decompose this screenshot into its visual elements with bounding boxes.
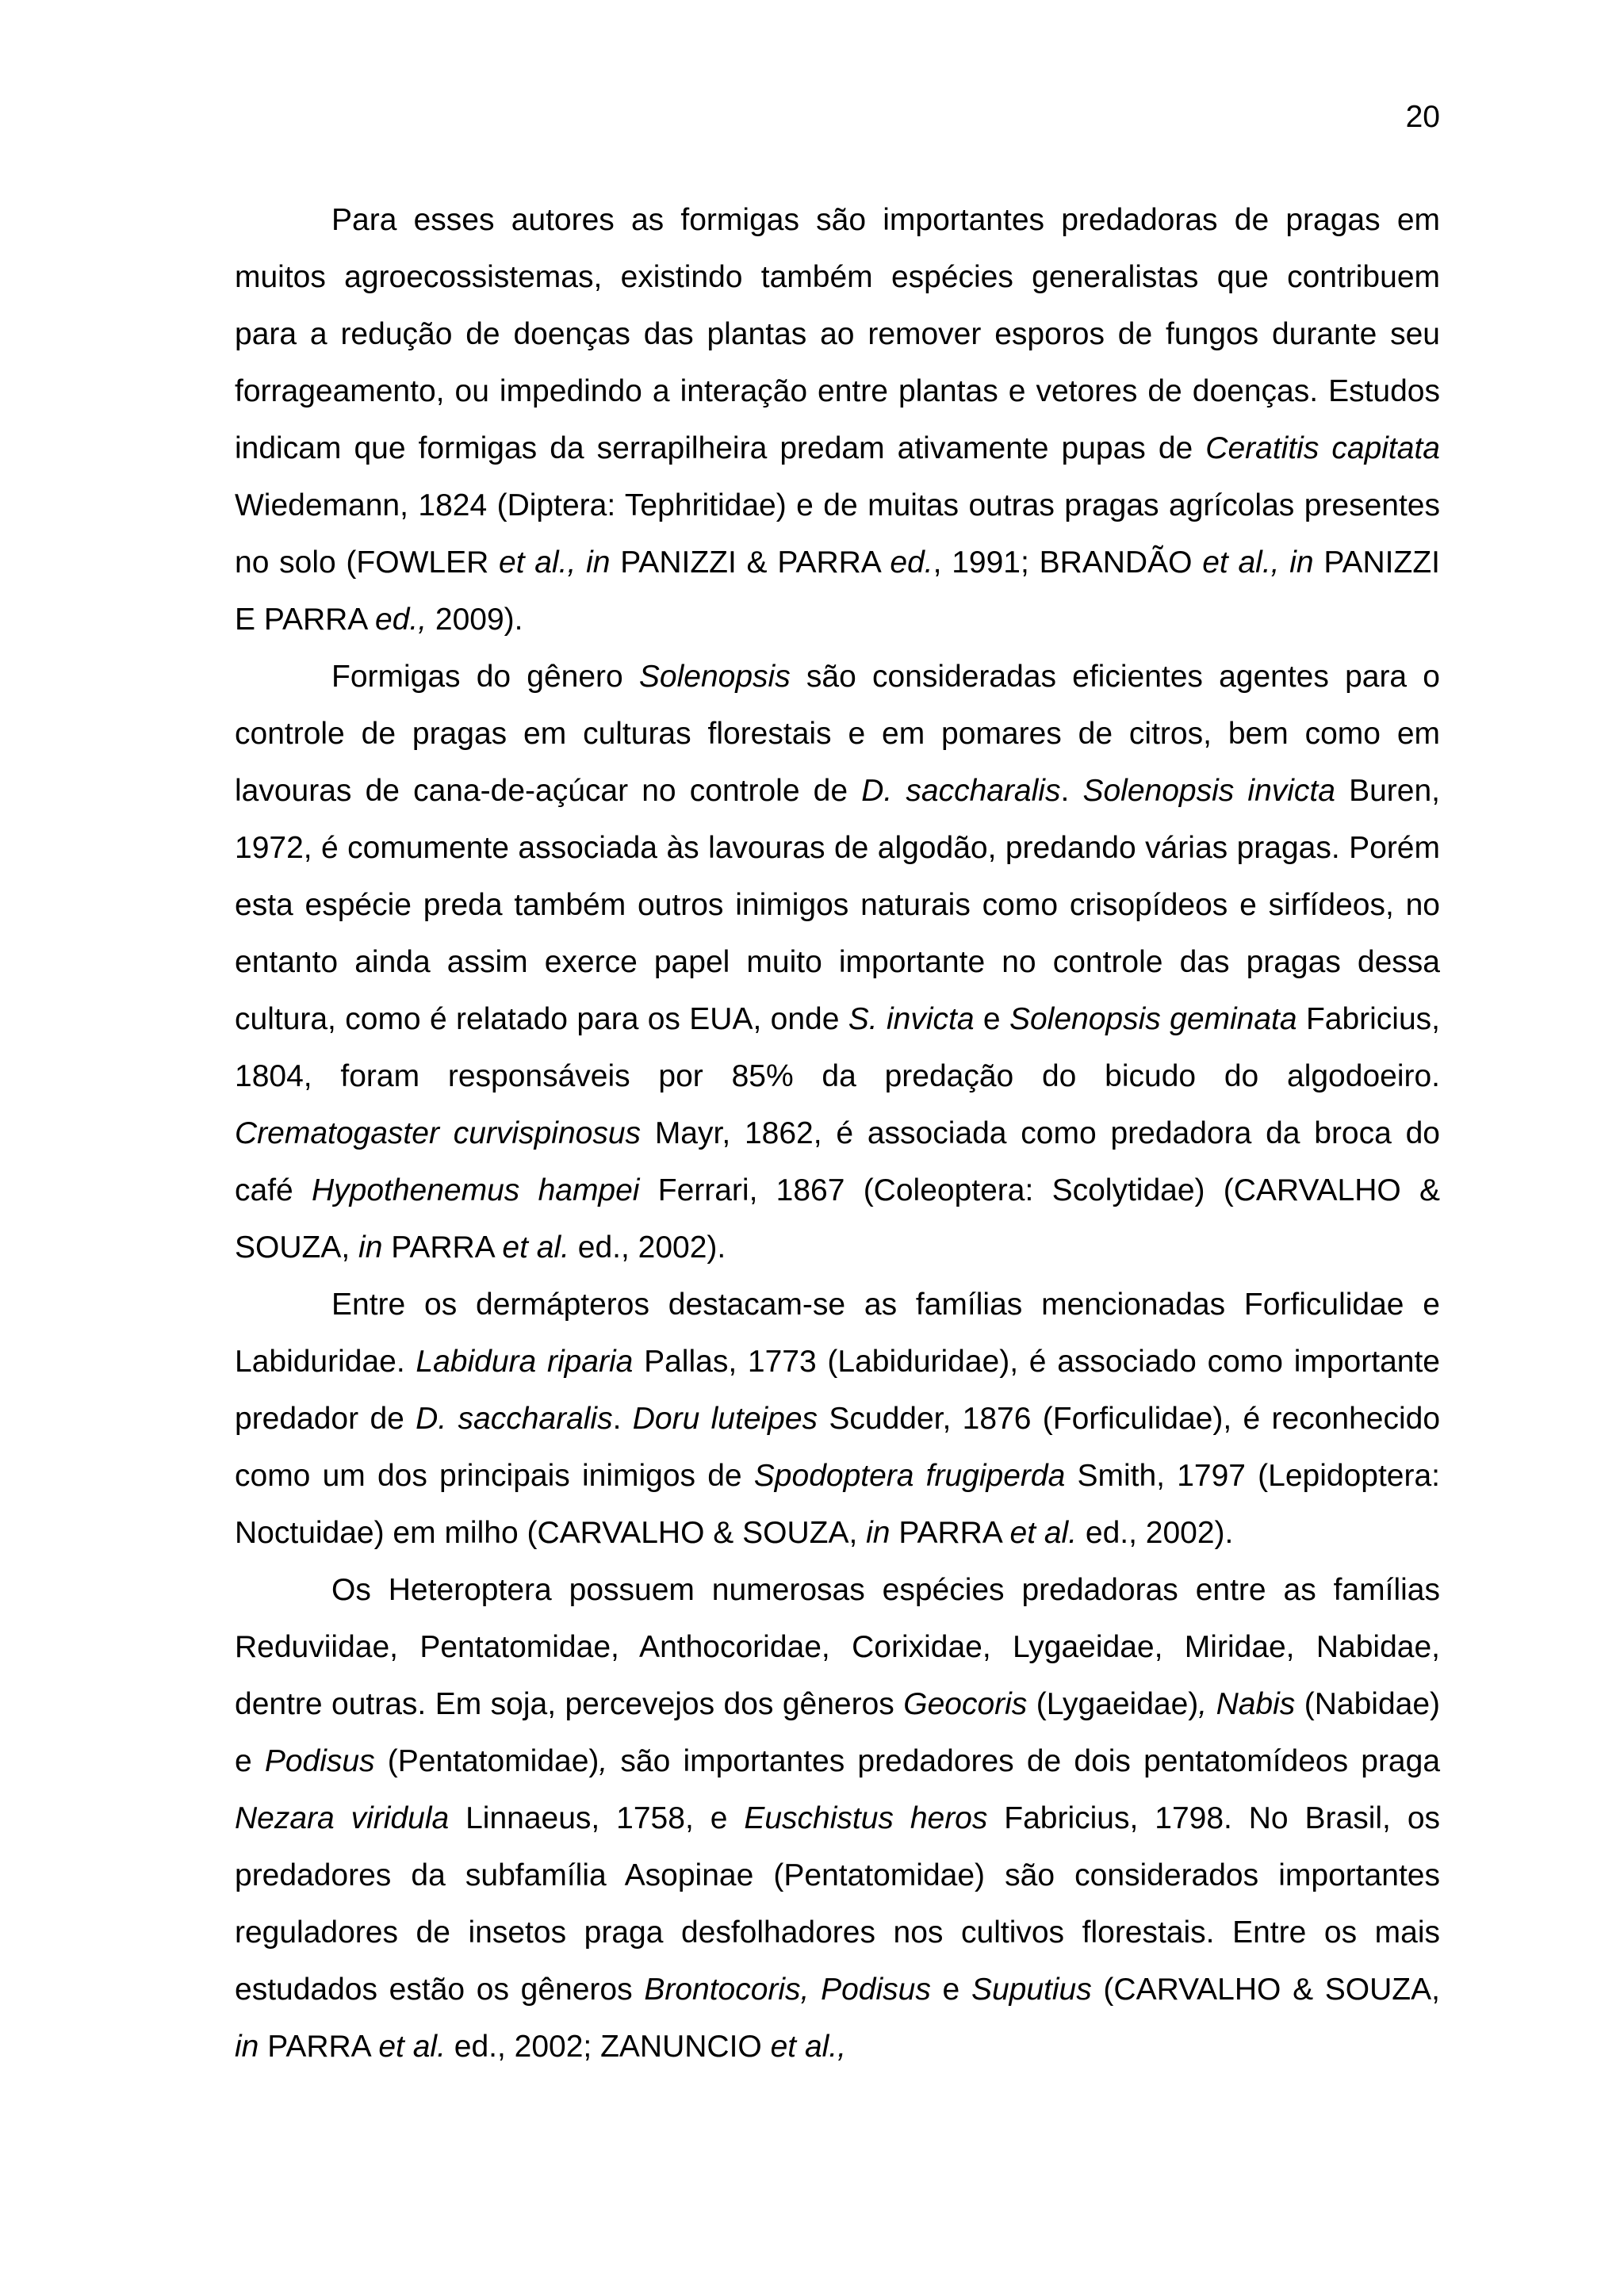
italic-text-run: Suputius [971,1973,1092,2007]
text-run: PARRA [890,1516,1010,1550]
text-run: Ferrari, 1867 (Coleoptera: Scolytidae) (CARVALHO & SOUZA, [235,1173,1440,1265]
text-run: (Lygaeidae) [1027,1687,1199,1721]
text-run: PANIZZI E PARRA [235,545,1440,637]
text-run: . [1060,774,1083,808]
paragraph-2 [235,649,1440,1276]
text-run: ed., 2002). [1077,1516,1234,1550]
text-run: Formigas do gênero [331,660,639,694]
italic-text-run: Spodoptera frugiperda [753,1459,1066,1493]
text-run: (Nabidae) e [235,1687,1440,1778]
italic-text-run: S. invicta [848,1002,975,1036]
text-run: (CARVALHO & SOUZA, [1091,1973,1440,2007]
italic-text-run: Brontocoris, Podisus [644,1973,931,2007]
italic-text-run: , Nabis [1198,1687,1296,1721]
text-run: e [930,1973,971,2007]
text-run: Pallas, 1773 (Labiduridae), é associado como importante predador de [235,1345,1440,1436]
italic-text-run: et al. [1009,1516,1078,1550]
italic-text-run: Hypothenemus hampei [311,1173,640,1207]
italic-text-run: in [866,1516,891,1550]
paragraph-4 [235,1562,1440,2076]
italic-text-run: Crematogaster curvispinosus [235,1116,642,1150]
italic-text-run: Geocoris [903,1687,1028,1721]
italic-text-run: Podisus [264,1744,375,1778]
italic-text-run: Labidura riparia [416,1345,634,1379]
text-run: Fabricius, 1804, foram responsáveis por 85% da predação do bicudo do algodoeiro. [235,1002,1440,1093]
text-run: Buren, 1972, é comumente associada às lavouras de algodão, predando várias pragas. Porém esta espécie preda também outros inimigos naturais como crisopídeos e sirfídeos, no entanto ainda assim exerce papel muito importante no controle das pragas dessa cultura, como é relatado para os EUA, onde [235,774,1441,1036]
text-run: Mayr, 1862, é associada como predadora da broca do café [235,1116,1440,1207]
italic-text-run: ed. [890,545,933,580]
text-run: são importantes predadores de dois pentatomídeos praga [607,1744,1441,1778]
text-run: Fabricius, 1798. No Brasil, os predadores da subfamília Asopinae (Pentatomidae) são considerados importantes reguladores de insetos praga desfolhadores nos cultivos florestais. Entre os mais estudados estão os gêneros [235,1801,1441,2007]
paragraph-3 [235,1276,1440,1562]
italic-text-run: Solenopsis geminata [1009,1002,1297,1036]
text-run: ed., 2002). [569,1230,726,1265]
italic-text-run: Doru luteipes [632,1402,818,1436]
text-run: Os Heteroptera possuem numerosas espécies predadoras entre as famílias Reduviidae, Pentatomidae, Anthocoridae, Corixidae, Lygaeidae, Miridae, Nabidae, dentre outras. Em soja, percevejos dos gêneros [235,1573,1440,1721]
italic-text-run: et al. [502,1230,569,1265]
italic-text-run: et al., in [499,545,611,580]
page-number: 20 [1405,100,1440,134]
italic-text-run: , [599,1744,608,1778]
text-run: e [974,1002,1009,1036]
body-text [235,192,1440,2076]
text-run: Entre os dermápteros destacam-se as famílias mencionadas Forficulidae e Labiduridae. [235,1288,1440,1379]
italic-text-run: et al. [378,2030,446,2064]
text-run: 2009). [427,603,523,637]
text-run: Scudder, 1876 (Forficulidae), é reconhecido como um dos principais inimigos de [235,1402,1441,1493]
italic-text-run: ed., [375,603,427,637]
paragraph-1 [235,192,1440,649]
text-run: PARRA [259,2030,379,2064]
italic-text-run: Ceratitis capitata [1205,431,1440,465]
italic-text-run: in [358,1230,383,1265]
text-run: Wiedemann, 1824 (Diptera: Tephritidae) e de muitas outras pragas agrícolas presentes no solo (FOWLER [235,488,1440,580]
italic-text-run: D. saccharalis [416,1402,613,1436]
text-run: . [612,1402,633,1436]
italic-text-run: Solenopsis [638,660,791,694]
text-run: , 1991; BRANDÃO [933,545,1203,580]
italic-text-run: Nezara viridula [235,1801,450,1835]
italic-text-run: Euschistus heros [744,1801,988,1835]
text-run: (Pentatomidae) [374,1744,599,1778]
text-run: ed., 2002; ZANUNCIO [445,2030,771,2064]
text-run: PANIZZI & PARRA [610,545,891,580]
italic-text-run: et al., [770,2030,846,2064]
italic-text-run: in [235,2030,259,2064]
italic-text-run: D. saccharalis [861,774,1061,808]
text-run: são consideradas eficientes agentes para o controle de pragas em culturas florestais e em pomares de citros, bem como em lavouras de cana-de-açúcar no controle de [235,660,1440,808]
italic-text-run: Solenopsis invicta [1082,774,1335,808]
italic-text-run: et al., in [1202,545,1314,580]
text-run: Smith, 1797 (Lepidoptera: Noctuidae) em milho (CARVALHO & SOUZA, [235,1459,1440,1550]
text-run: PARRA [382,1230,503,1265]
text-run: Para esses autores as formigas são importantes predadoras de pragas em muitos agroecossistemas, existindo também espécies generalistas que contribuem para a redução de doenças das plantas ao remover esporos de fungos durante seu forrageamento, ou impedindo a interação entre plantas e vetores de doenças. Estudos indicam que formigas da serrapilheira predam ativamente pupas de [235,203,1440,465]
text-run: Linnaeus, 1758, e [449,1801,745,1835]
